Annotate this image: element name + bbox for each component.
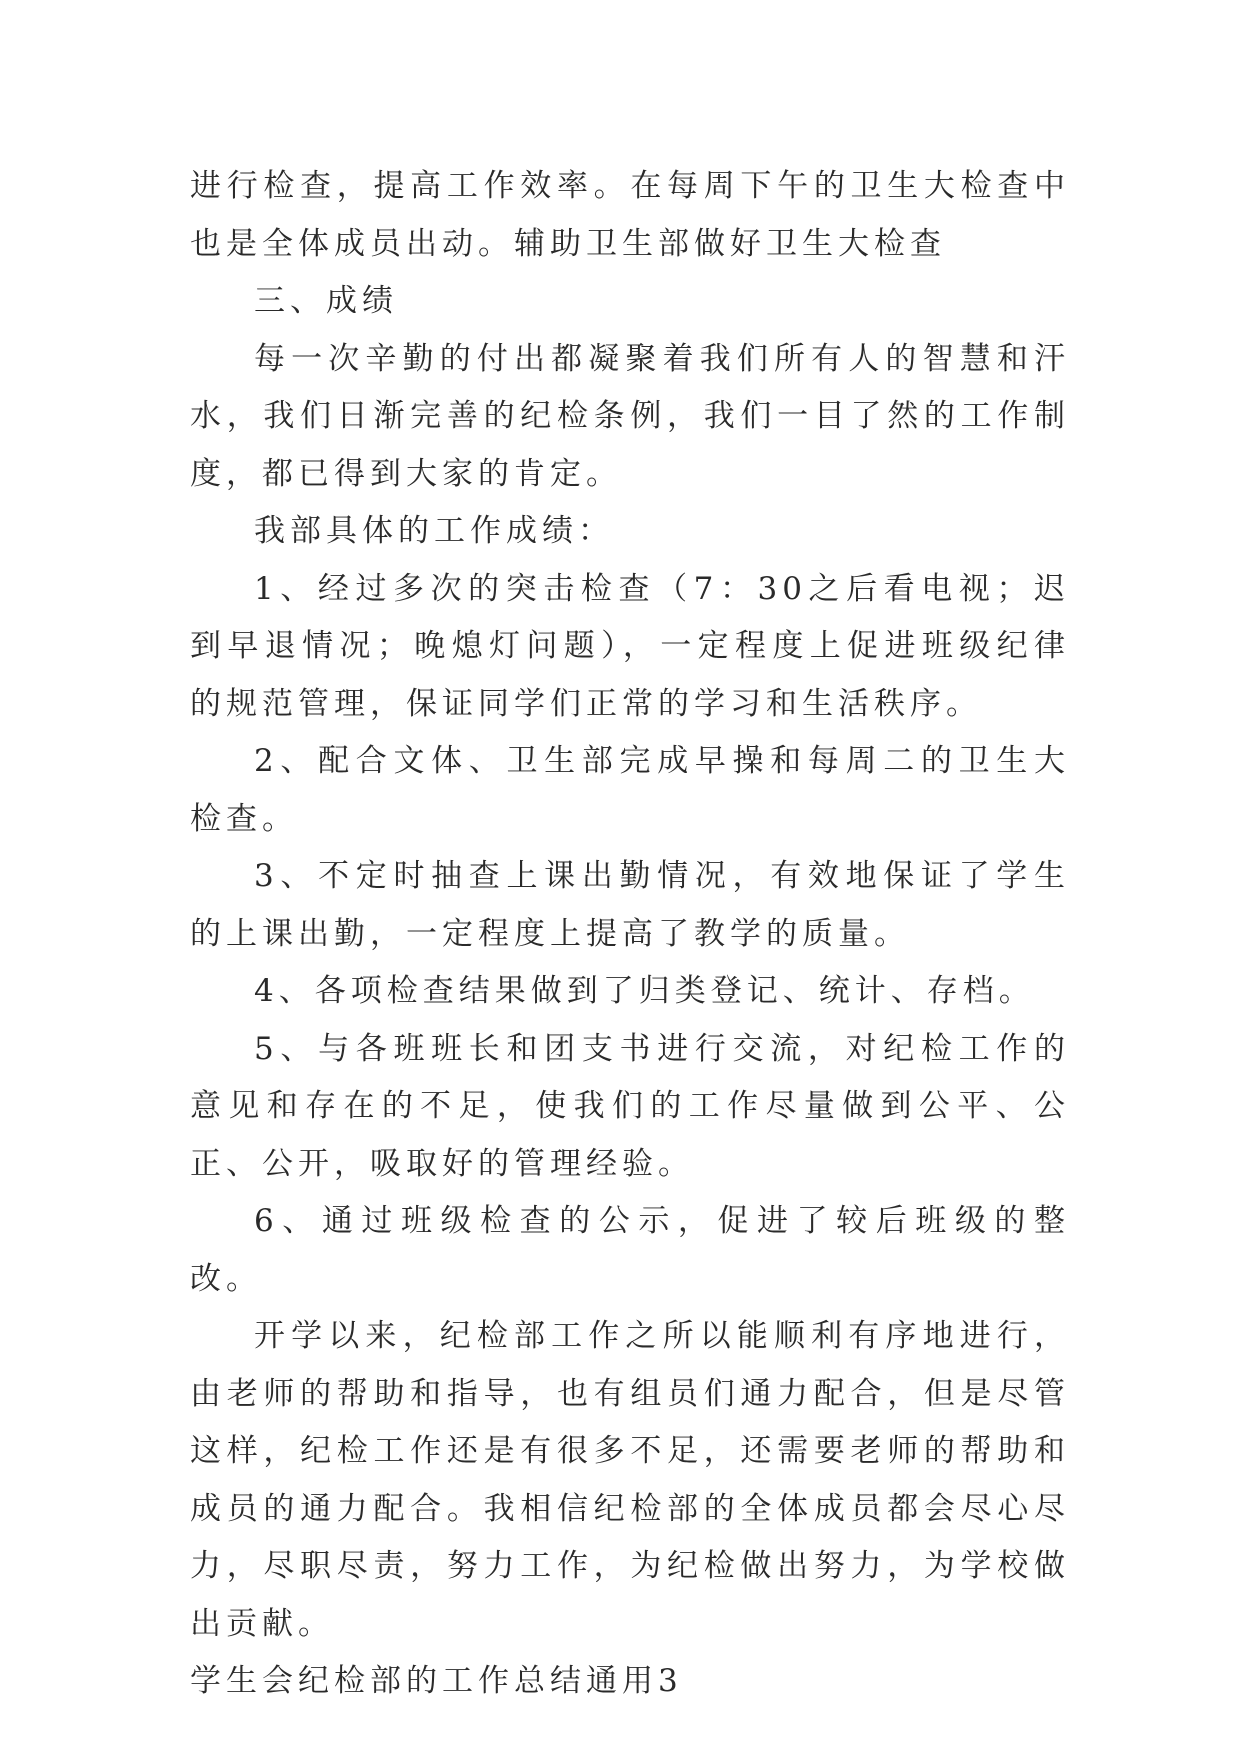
- list-item: 1、经过多次的突击检查（7：30之后看电视；迟到早退情况；晚熄灯问题），一定程度上促进班级纪律的规范管理，保证同学们正常的学习和生活秩序。: [190, 570, 1070, 722]
- list-item: 5、与各班班长和团支书进行交流，对纪检工作的意见和存在的不足，使我们的工作尽量做到公平、公正、公开，吸取好的管理经验。: [190, 1030, 1070, 1182]
- list-item: 6、通过班级检查的公示，促进了较后班级的整改。: [190, 1203, 1070, 1297]
- list-item: 3、不定时抽查上课出勤情况，有效地保证了学生的上课出勤，一定程度上提高了教学的质量。: [190, 858, 1070, 952]
- next-document-title: 学生会纪检部的工作总结通用3: [190, 1663, 683, 1699]
- paragraph-continuation: 进行检查，提高工作效率。在每周下午的卫生大检查中也是全体成员出动。辅助卫生部做好卫生大检查: [190, 168, 1070, 262]
- list-item: 2、配合文体、卫生部完成早操和每周二的卫生大检查。: [190, 743, 1070, 837]
- section-heading: 三、成绩: [254, 283, 398, 319]
- list-item: 4、各项检查结果做到了归类登记、统计、存档。: [254, 973, 1035, 1009]
- document-body: [190, 158, 1070, 1711]
- paragraph: 开学以来，纪检部工作之所以能顺利有序地进行，由老师的帮助和指导，也有组员们通力配合，但是尽管这样，纪检工作还是有很多不足，还需要老师的帮助和成员的通力配合。我相信纪检部的全体成员都会尽心尽力，尽职尽责，努力工作，为纪检做出努力，为学校做出贡献。: [190, 1318, 1070, 1642]
- paragraph: 我部具体的工作成绩：: [254, 513, 614, 549]
- paragraph: 每一次辛勤的付出都凝聚着我们所有人的智慧和汗水，我们日渐完善的纪检条例，我们一目了然的工作制度，都已得到大家的肯定。: [190, 340, 1070, 492]
